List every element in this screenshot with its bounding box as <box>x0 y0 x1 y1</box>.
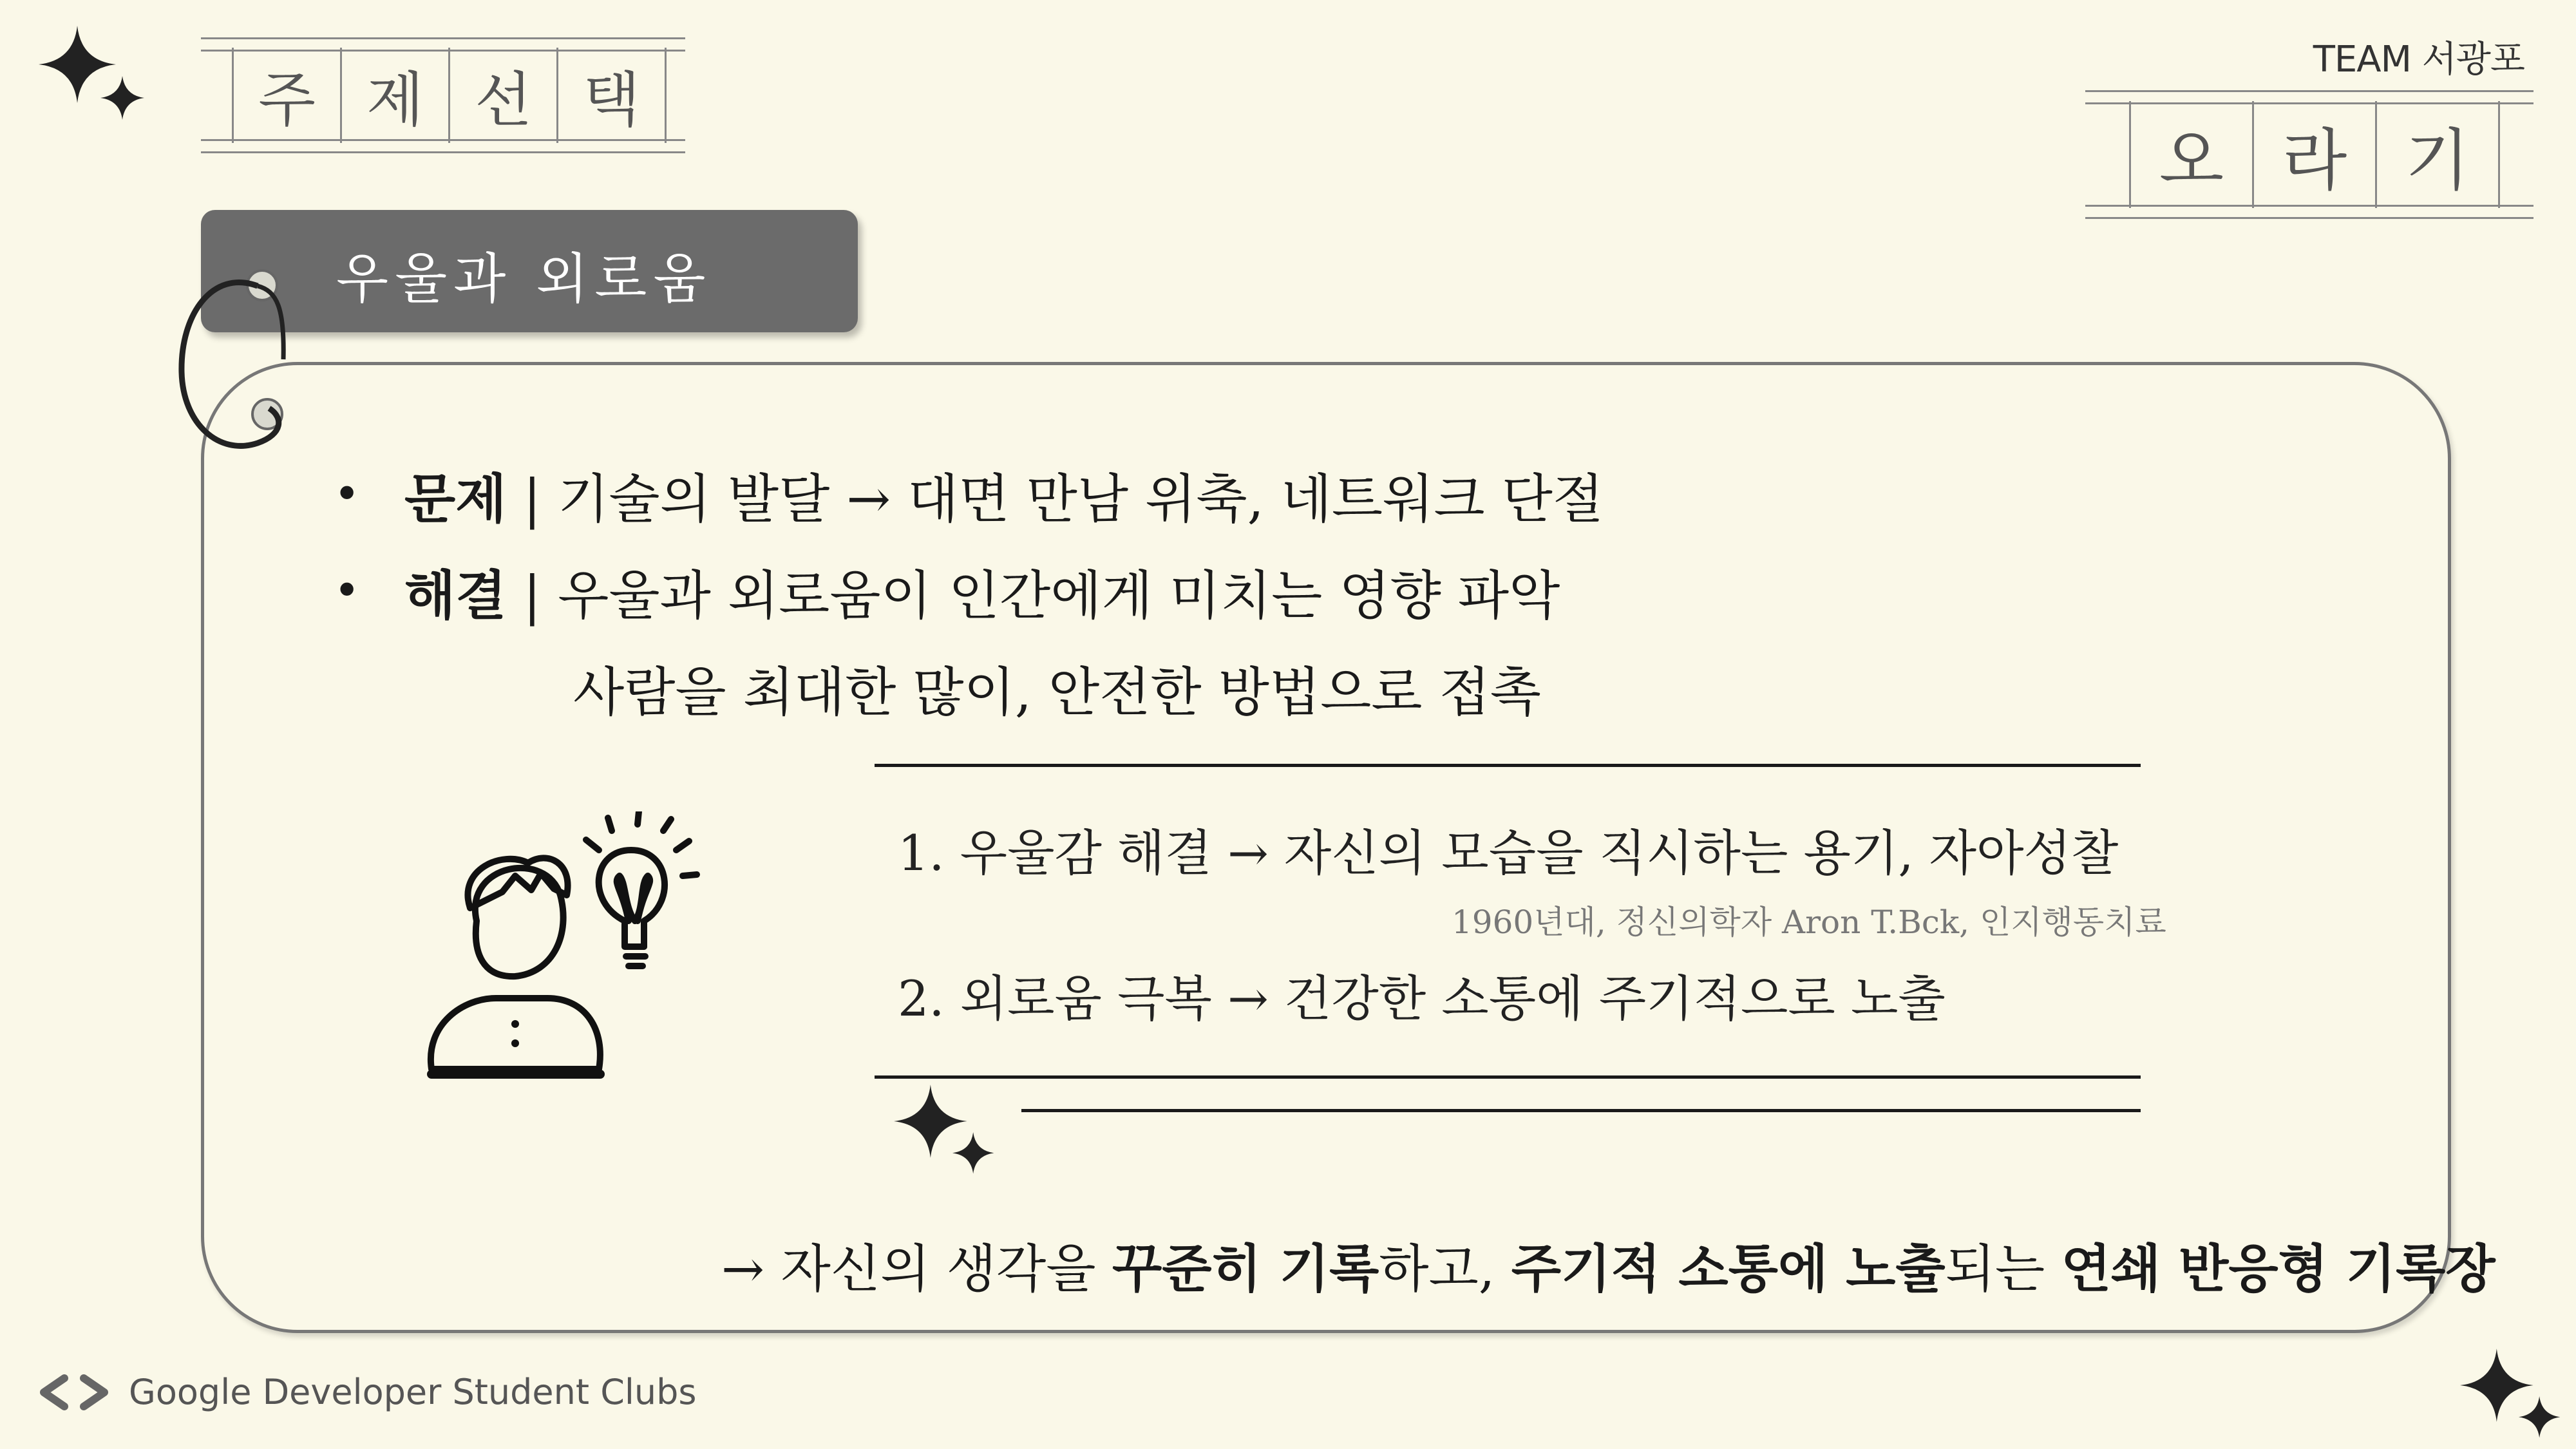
topic-header <box>201 37 685 153</box>
divider-line <box>1021 1109 2141 1112</box>
problem-line <box>404 457 1604 533</box>
footer-text: Google Developer Student Clubs <box>129 1372 697 1412</box>
topic-letter: 택 <box>558 48 667 143</box>
team-strip <box>2085 90 2533 219</box>
solution-text: 우울과 외로움이 인간에게 미치는 영향 파악 <box>558 565 1560 627</box>
team-name: TEAM 서광포 <box>2313 39 2524 80</box>
conclusion-arrow: → <box>721 1239 781 1299</box>
numbered-item-2: 2. 외로움 극복 → 건강한 소통에 주기적으로 노출 <box>898 970 1946 1027</box>
solution-label: 해결 <box>404 565 507 627</box>
sparkle-icon <box>39 26 161 129</box>
conclusion-text: 자신의 생각을 <box>781 1239 1113 1299</box>
conclusion-text: 되는 <box>1945 1239 2061 1299</box>
section-title: 우울과 외로움 <box>336 247 712 310</box>
solution-line-2: 사람을 최대한 많이, 안전한 방법으로 접촉 <box>573 662 1541 723</box>
bullet-dot: • <box>334 468 361 520</box>
conclusion-line <box>721 1227 2496 1302</box>
team-letter: 오 <box>2129 101 2254 208</box>
bullet-dot: • <box>334 564 361 617</box>
separator: | <box>506 565 558 627</box>
separator: | <box>506 469 558 530</box>
divider-line <box>875 1075 2141 1079</box>
team-letter: 라 <box>2254 101 2377 208</box>
reference-note: 1960년대, 정신의학자 Aron T.Bck, 인지행동치료 <box>1452 904 2166 941</box>
conclusion-emphasis: 연쇄 반응형 기록장 <box>2061 1238 2496 1299</box>
sparkle-icon <box>2460 1346 2576 1449</box>
problem-label: 문제 <box>404 468 507 530</box>
topic-letter: 선 <box>450 48 558 143</box>
binder-ring-icon <box>174 263 303 462</box>
team-letter: 기 <box>2377 101 2500 208</box>
person-idea-icon <box>419 811 702 1088</box>
conclusion-emphasis: 꾸준히 기록 <box>1112 1238 1379 1299</box>
conclusion-text: 하고, <box>1379 1239 1511 1299</box>
conclusion-emphasis: 주기적 소통에 노출 <box>1511 1238 1946 1299</box>
gdsc-logo-icon <box>39 1373 109 1412</box>
divider-line <box>875 764 2141 767</box>
numbered-item-1: 1. 우울감 해결 → 자신의 모습을 직시하는 용기, 자아성찰 <box>898 824 2119 882</box>
solution-line <box>404 554 1560 629</box>
problem-text: 기술의 발달 → 대면 만남 위축, 네트워크 단절 <box>558 469 1604 530</box>
topic-letter: 주 <box>232 48 342 143</box>
topic-letter: 제 <box>342 48 450 143</box>
footer <box>39 1372 697 1412</box>
